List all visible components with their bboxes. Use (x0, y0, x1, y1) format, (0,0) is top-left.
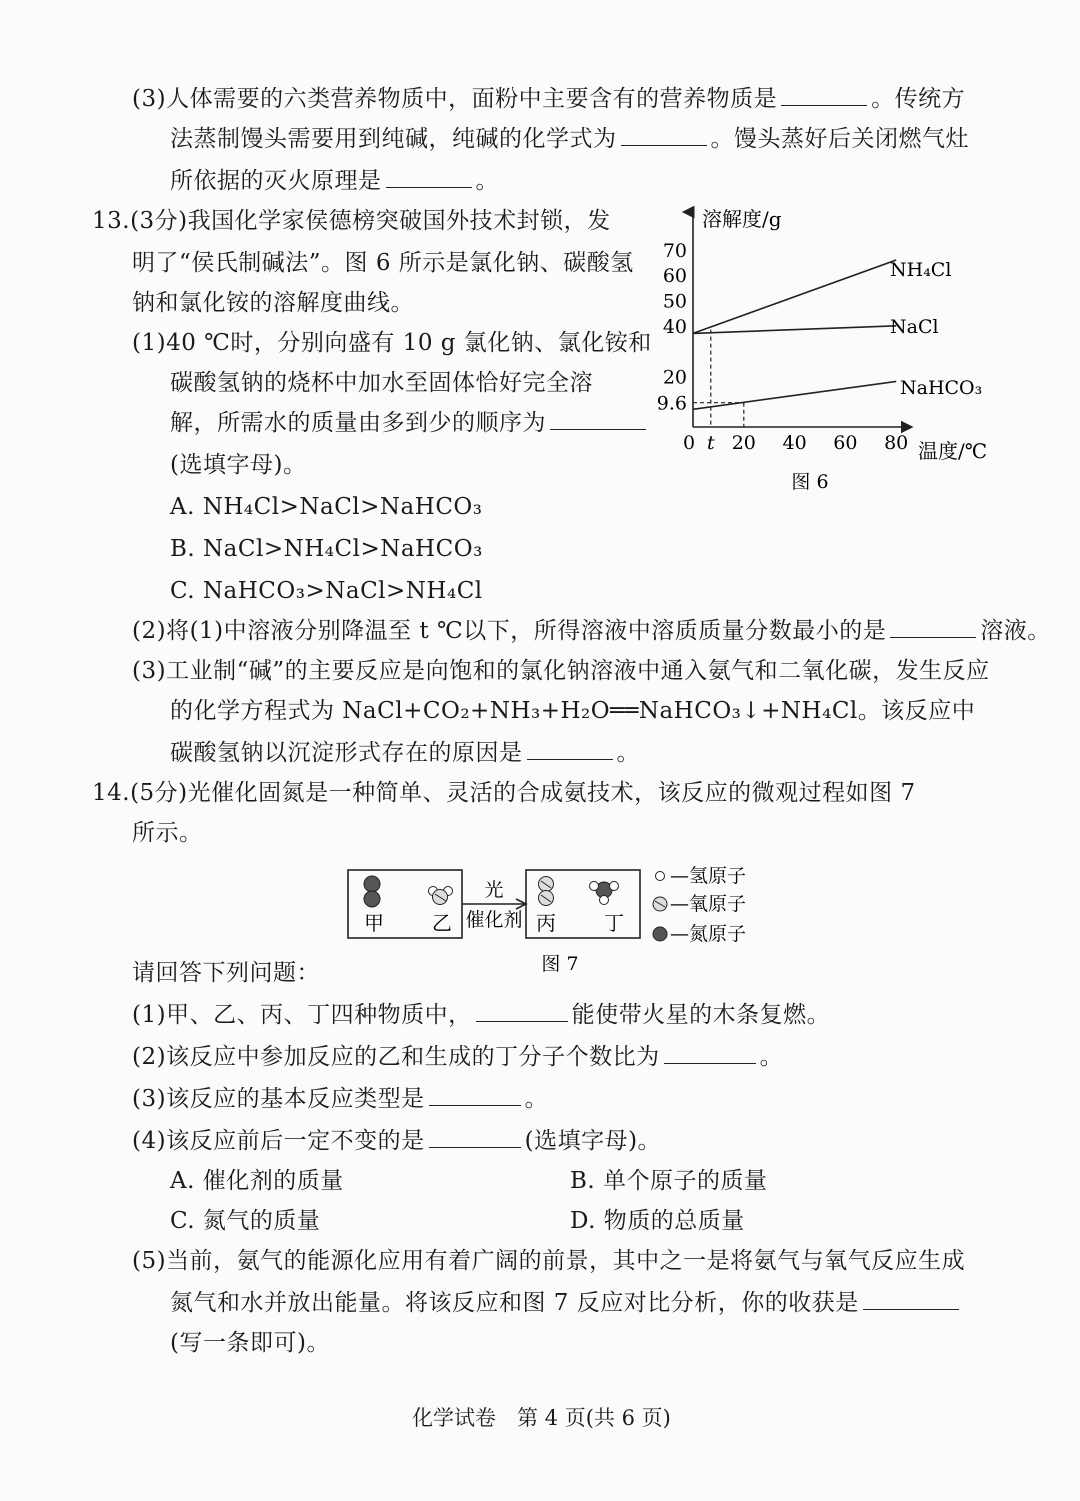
guide-lines (693, 330, 744, 427)
q14-line2: 所示。 (132, 820, 203, 846)
q14-3 (132, 1084, 548, 1114)
q13-line3: 钠和氯化铵的溶解度曲线。 (132, 290, 414, 316)
text: 。 (475, 168, 499, 194)
x-tick-label: 20 (731, 432, 756, 454)
nh4cl-curve (693, 260, 896, 333)
q13-option-c: C. NaHCO₃>NaCl>NH₄Cl (170, 578, 483, 604)
text: (3)该反应的基本反应类型是 (132, 1086, 425, 1112)
q14-option-c: C. 氮气的质量 (170, 1208, 321, 1234)
nitrogen-atom-icon (653, 927, 667, 941)
q13-1-line1: (1)40 ℃时，分别向盛有 10 g 氯化钠、氯化铵和 (132, 330, 652, 356)
q12-3-line2 (170, 124, 969, 154)
series-label-nacl: NaCl (890, 316, 939, 338)
y-tick-label: 20 (662, 366, 687, 389)
x-tick-label: 60 (833, 432, 858, 454)
answer-blank[interactable] (527, 741, 613, 760)
text: 解，所需水的质量由多到少的顺序为 (170, 410, 546, 436)
solubility-chart (650, 200, 1000, 500)
text: 。 (759, 1044, 784, 1070)
q13-line1: 13.(3分)我国化学家侯德榜突破国外技术封锁，发 (92, 208, 611, 234)
answer-blank[interactable] (429, 1129, 521, 1148)
oxygen-molecule-icon (539, 877, 554, 906)
q14-option-b: B. 单个原子的质量 (570, 1168, 768, 1194)
q14-ask: 请回答下列问题： (132, 960, 320, 986)
q14-2 (132, 1042, 783, 1072)
answer-blank[interactable] (386, 169, 472, 188)
page-footer: 化学试卷 第 4 页(共 6 页) (412, 1406, 671, 1430)
text: (2)该反应中参加反应的乙和生成的丁分子个数比为 (132, 1044, 660, 1070)
q13-3-line3 (170, 738, 640, 768)
q14-5-line2 (170, 1288, 963, 1318)
label-jia: 甲 (364, 911, 384, 935)
answer-blank[interactable] (429, 1087, 521, 1106)
q13-option-b: B. NaCl>NH₄Cl>NaHCO₃ (170, 536, 483, 562)
ammonia-molecule-icon (590, 882, 619, 905)
q13-2 (132, 616, 1051, 646)
q14-4 (132, 1126, 661, 1156)
q14-line1: 14.(5分)光催化固氮是一种简单、灵活的合成氨技术，该反应的微观过程如图 7 (92, 780, 916, 806)
y-axis-label: 溶解度/g (702, 207, 782, 231)
y-tick-label: 70 (662, 239, 687, 262)
series-label-nahco3: NaHCO₃ (900, 377, 983, 399)
curves (693, 260, 896, 409)
series-label-nh4cl: NH₄Cl (890, 259, 952, 281)
q14-5-line1: (5)当前，氨气的能源化应用有着广阔的前景，其中之一是将氨气与氧气反应生成 (132, 1248, 966, 1274)
answer-blank[interactable] (863, 1291, 959, 1310)
label-yi: 乙 (432, 911, 452, 935)
nitrogen-molecule-icon (364, 876, 380, 907)
q13-1-line3 (170, 408, 650, 438)
light-label: 光 (484, 879, 504, 901)
answer-blank[interactable] (550, 411, 646, 430)
x-tick-label: 40 (782, 432, 807, 454)
text: (1)甲、乙、丙、丁四种物质中， (132, 1002, 472, 1028)
q14-1 (132, 1000, 830, 1030)
q13-line2: 明了“侯氏制碱法”。图 6 所示是氯化钠、碳酸氢 (132, 250, 634, 276)
label-ding: 丁 (604, 911, 624, 935)
x-tick-label: 0 (682, 432, 696, 454)
hydrogen-atom-icon (656, 872, 665, 881)
q13-3-line1: (3)工业制“碱”的主要反应是向饱和的氯化钠溶液中通入氨气和二氧化碳，发生反应 (132, 658, 990, 684)
text: 溶液。 (980, 618, 1051, 644)
q12-3-line3 (170, 166, 499, 196)
legend-oxygen: —氧原子 (670, 893, 747, 915)
q14-option-a: A. 催化剂的质量 (170, 1168, 344, 1194)
text: 碳酸氢钠以沉淀形式存在的原因是 (170, 740, 523, 766)
q14-5-line3: (写一条即可)。 (170, 1330, 330, 1356)
q13-3-line2: 的化学方程式为 NaCl+CO₂+NH₃+H₂O══NaHCO₃↓+NH₄Cl。该反应中 (170, 698, 976, 724)
answer-blank[interactable] (476, 1003, 568, 1022)
y-tick-label: 50 (662, 290, 687, 313)
text: 能使带火星的木条复燃。 (571, 1002, 831, 1028)
text: 法蒸制馒头需要用到纯碱，纯碱的化学式为 (170, 126, 617, 152)
reaction-diagram (340, 860, 780, 980)
catalyst-label: 催化剂 (465, 909, 523, 931)
nacl-curve (693, 326, 896, 334)
q12-3-line1 (132, 84, 965, 114)
q13-option-a: A. NH₄Cl>NaCl>NaHCO₃ (170, 494, 483, 520)
q14-option-d: D. 物质的总质量 (570, 1208, 745, 1234)
x-tick-labels (683, 432, 908, 454)
x-tick-label: t (706, 432, 715, 454)
q13-1-line4: (选填字母)。 (170, 452, 307, 478)
legend-nitrogen: —氮原子 (670, 923, 747, 945)
x-axis-label: 温度/℃ (918, 439, 988, 463)
y-tick-labels (657, 240, 687, 415)
answer-blank[interactable] (664, 1045, 756, 1064)
answer-blank[interactable] (781, 87, 867, 106)
text: 所依据的灭火原理是 (170, 168, 382, 194)
text: (3)人体需要的六类营养物质中，面粉中主要含有的营养物质是 (132, 86, 778, 112)
q13-1-line2: 碳酸氢钠的烧杯中加水至固体恰好完全溶 (170, 370, 593, 396)
figure-6-caption: 图 6 (791, 471, 829, 493)
answer-blank[interactable] (890, 619, 976, 638)
nahco3-curve (693, 381, 896, 409)
text: (4)该反应前后一定不变的是 (132, 1128, 425, 1154)
text: 。 (616, 740, 640, 766)
water-molecule-icon (429, 887, 453, 905)
text: 。 (524, 1086, 549, 1112)
y-tick-label: 40 (662, 315, 687, 338)
x-tick-label: 80 (884, 432, 909, 454)
legend-hydrogen: —氢原子 (670, 865, 747, 887)
label-bing: 丙 (536, 911, 556, 935)
text: 。传统方 (871, 86, 966, 112)
figure-7-caption: 图 7 (541, 953, 579, 975)
answer-blank[interactable] (621, 127, 707, 146)
oxygen-atom-icon (653, 897, 667, 911)
text: (选填字母)。 (524, 1128, 662, 1154)
y-tick-label: 60 (662, 265, 687, 288)
y-tick-label: 9.6 (656, 392, 687, 415)
text: (2)将(1)中溶液分别降温至 t ℃以下，所得溶液中溶质质量分数最小的是 (132, 618, 887, 644)
text: 。馒头蒸好后关闭燃气灶 (710, 126, 969, 152)
text: 氮气和水并放出能量。将该反应和图 7 反应对比分析，你的收获是 (170, 1290, 859, 1316)
